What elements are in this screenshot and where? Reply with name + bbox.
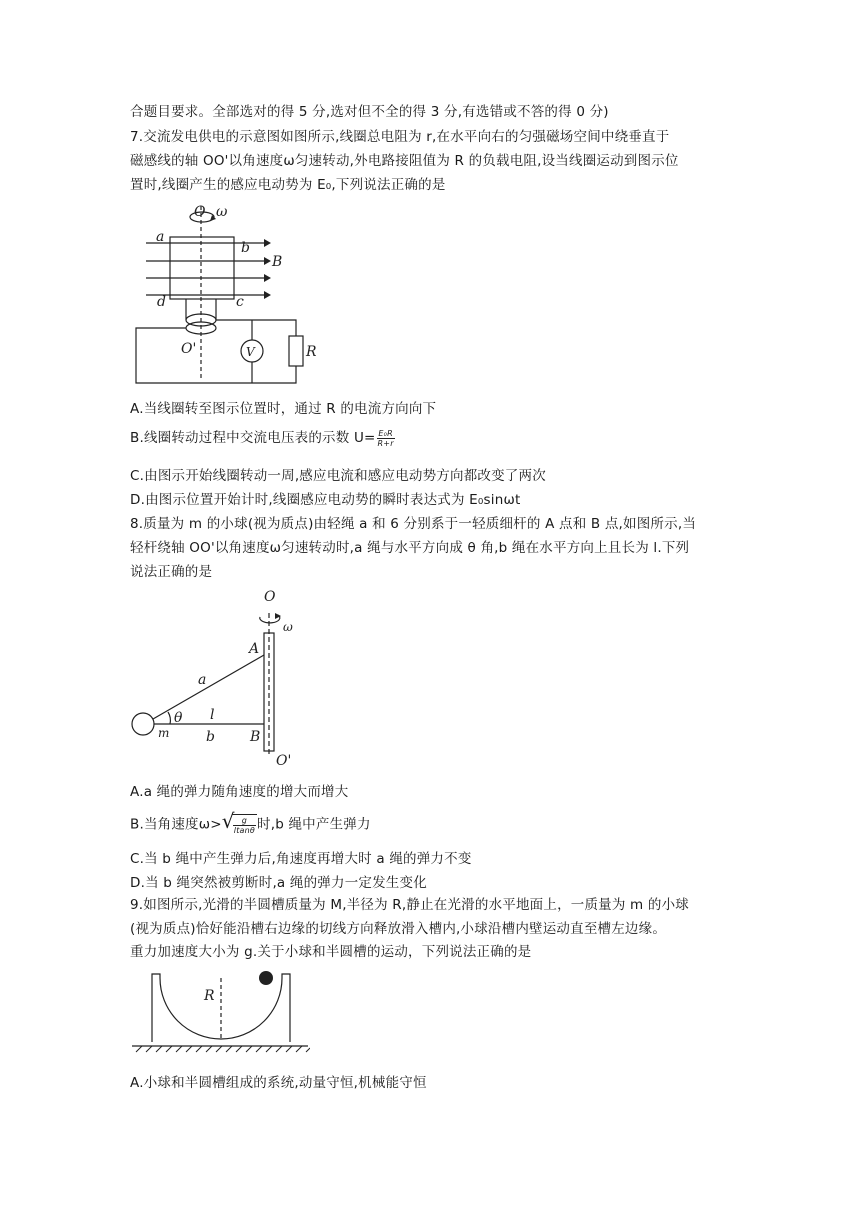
q8-option-b-numerator: g bbox=[233, 816, 256, 826]
q7-label-b-corner: b bbox=[241, 240, 250, 256]
q8-label-rope-b: b bbox=[206, 729, 215, 745]
q8-option-b-suffix: 时,b 绳中产生弹力 bbox=[257, 816, 371, 833]
q7-label-resistor: R bbox=[306, 344, 317, 360]
q8-rod-rope-diagram bbox=[128, 585, 318, 775]
q9-stem-line-2: (视为质点)恰好能沿槽右边缘的切线方向释放滑入槽内,小球沿槽内壁运动直至槽左边缘。 bbox=[130, 921, 667, 937]
q9-option-a: A.小球和半圆槽组成的系统,动量守恒,机械能守恒 bbox=[130, 1075, 427, 1091]
q7-label-c: c bbox=[236, 294, 244, 310]
q8-label-o-prime: O' bbox=[276, 753, 292, 769]
q8-label-m: m bbox=[158, 726, 170, 740]
q7-option-b-text: B.线圈转动过程中交流电压表的示数 U= bbox=[130, 430, 376, 446]
q7-option-b-numerator: E₀R bbox=[378, 428, 393, 438]
q8-option-b-text: B.当角速度ω> bbox=[130, 816, 222, 833]
q9-ball bbox=[259, 971, 273, 985]
q8-option-b-sqrt: √ $\frac{g}{ltan\theta}$ bbox=[221, 809, 256, 835]
q8-option-a: A.a 绳的弹力随角速度的增大而增大 bbox=[130, 784, 349, 800]
q8-option-d: D.当 b 绳突然被剪断时,a 绳的弹力一定发生变化 bbox=[130, 875, 427, 891]
q9-label-r: R bbox=[204, 988, 215, 1004]
q7-stem-line-2: 磁感线的轴 OO'以角速度ω匀速转动,外电路接阻值为 R 的负载电阻,设当线圈运动到图示位 bbox=[130, 153, 679, 169]
q7-option-b bbox=[130, 428, 396, 448]
q8-option-b-fraction bbox=[233, 816, 256, 835]
q8-option-c: C.当 b 绳中产生弹力后,角速度再增大时 a 绳的弹力不变 bbox=[130, 851, 472, 867]
q8-label-l: l bbox=[210, 707, 215, 723]
q8-label-omega: ω bbox=[283, 620, 293, 634]
q8-option-b-denominator: ltanθ bbox=[233, 825, 256, 835]
q9-stem-line-3: 重力加速度大小为 g.关于小球和半圆槽的运动，下列说法正确的是 bbox=[130, 944, 532, 960]
q7-label-o: O bbox=[194, 204, 206, 220]
q7-option-d: D.由图示位置开始计时,线圈感应电动势的瞬时表达式为 E₀sinωt bbox=[130, 492, 521, 508]
q8-label-b-point: B bbox=[250, 729, 261, 745]
q8-label-rope-a: a bbox=[198, 672, 207, 688]
q7-label-d: d bbox=[157, 294, 166, 310]
q7-option-c: C.由图示开始线圈转动一周,感应电流和感应电动势方向都改变了两次 bbox=[130, 468, 546, 484]
q7-stem-line-1: 7.交流发电供电的示意图如图所示,线圈总电阻为 r,在水平向右的匀强磁场空间中绕垂直于 bbox=[130, 129, 670, 145]
q7-option-b-denominator: R+r bbox=[377, 438, 394, 448]
q7-option-b-fraction bbox=[377, 429, 395, 448]
q8-stem-line-1: 8.质量为 m 的小球(视为质点)由轻绳 a 和 6 分别系于一轻质细杆的 A 点和 B 点,如图所示,当 bbox=[130, 516, 697, 532]
q9-half-trough-diagram bbox=[130, 966, 310, 1056]
q8-label-theta: θ bbox=[174, 710, 183, 726]
q8-label-a-point: A bbox=[249, 641, 260, 657]
q7-stem-line-3: 置时,线圈产生的感应电动势为 E₀,下列说法正确的是 bbox=[130, 177, 446, 193]
intro-text: 合题目要求。全部选对的得 5 分,选对但不全的得 3 分,有选错或不答的得 0 分) bbox=[130, 104, 609, 120]
q7-label-omega: ω bbox=[216, 204, 228, 220]
q8-stem-line-2: 轻杆绕轴 OO'以角速度ω匀速转动时,a 绳与水平方向成 θ 角,b 绳在水平方向上且长为 l.下列 bbox=[130, 540, 690, 556]
q7-label-voltmeter: V bbox=[246, 345, 255, 359]
q7-option-a: A.当线圈转至图示位置时，通过 R 的电流方向向下 bbox=[130, 401, 437, 417]
q7-label-o-prime: O' bbox=[181, 341, 197, 357]
q7-label-a: a bbox=[156, 229, 165, 245]
q7-label-field-b: B bbox=[272, 254, 283, 270]
q8-option-b bbox=[130, 809, 371, 835]
q8-label-o: O bbox=[264, 589, 276, 605]
q8-stem-line-3: 说法正确的是 bbox=[130, 564, 213, 580]
q7-generator-diagram bbox=[128, 200, 348, 390]
q9-stem-line-1: 9.如图所示,光滑的半圆槽质量为 M,半径为 R,静止在光滑的水平地面上，一质量为 m 的小球 bbox=[130, 897, 689, 913]
